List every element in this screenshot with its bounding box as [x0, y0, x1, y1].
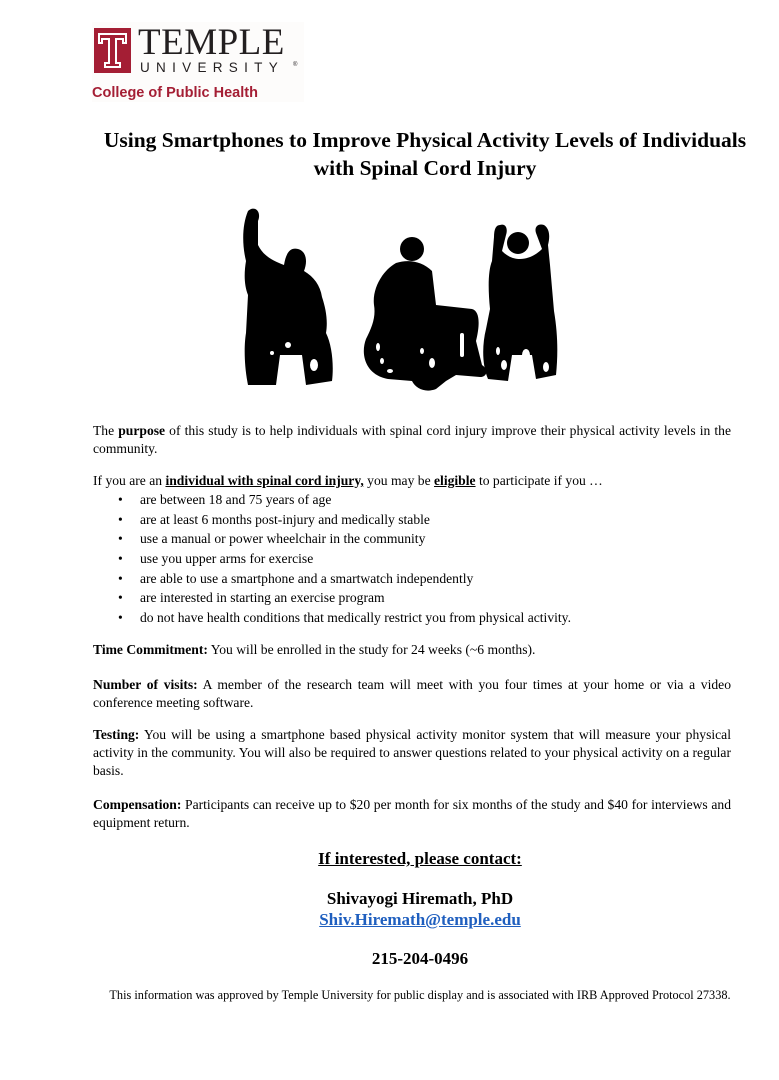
criteria-text: use you upper arms for exercise	[140, 551, 314, 567]
wheelchair-user-arms-raised-icon	[483, 224, 557, 381]
eligibility-intro	[93, 472, 731, 490]
visits-label: Number of visits:	[93, 677, 198, 692]
list-item	[93, 550, 731, 570]
criteria-text: do not have health conditions that medically restrict you from physical activity.	[140, 610, 571, 626]
bullet-icon: •	[118, 492, 123, 507]
contact-email-link[interactable]: Shiv.Hiremath@temple.edu	[319, 910, 521, 929]
page-title: Using Smartphones to Improve Physical Activity Levels of Individuals with Spinal Cord Injury	[103, 128, 747, 180]
bullet-icon: •	[118, 551, 123, 567]
list-item	[93, 609, 731, 629]
bullet-icon: •	[118, 570, 123, 586]
purpose-paragraph	[93, 422, 731, 458]
wheelchair-user-seated-icon	[364, 237, 486, 391]
temple-t-icon	[94, 28, 131, 73]
criteria-text: are between 18 and 75 years of age	[140, 492, 332, 507]
time-commitment-label: Time Commitment:	[93, 642, 208, 657]
eligibility-word: eligible	[434, 473, 476, 488]
purpose-post: of this study is to help individuals with spinal cord injury improve their physical activity levels in the community.	[93, 423, 731, 456]
temple-logo	[92, 22, 304, 102]
irb-footer: This information was approved by Temple University for public display and is associated with IRB Approved Protocol 27338.	[109, 988, 731, 1002]
number-of-visits-paragraph	[93, 676, 731, 712]
logo-wordmark: TEMPLE	[138, 22, 285, 63]
testing-text: You will be using a smartphone based physical activity monitor system that will measure your physical activity in the community. You will also be required to answer questions related to your physical activity on a regular basis.	[93, 727, 731, 778]
bullet-icon: •	[118, 590, 123, 606]
eligibility-criteria-list	[93, 491, 731, 629]
logo-subword: UNIVERSITY	[140, 60, 285, 75]
eligibility-post: to participate if you …	[475, 473, 603, 488]
criteria-text: use a manual or power wheelchair in the community	[140, 531, 426, 547]
list-item	[93, 530, 731, 550]
contact-email-line	[100, 909, 740, 931]
compensation-label: Compensation:	[93, 797, 182, 812]
list-item	[93, 511, 731, 531]
visits-text: A member of the research team will meet with you four times at your home or via a video conference meeting software.	[93, 677, 732, 710]
list-item	[93, 491, 731, 511]
testing-paragraph	[93, 726, 731, 780]
compensation-paragraph	[93, 796, 731, 832]
time-commitment-paragraph	[93, 641, 731, 659]
list-item	[93, 589, 731, 609]
eligibility-target: individual with spinal cord injury,	[165, 473, 364, 488]
wheelchair-user-arm-raised-icon	[243, 209, 333, 385]
bullet-icon: •	[118, 610, 123, 626]
contact-phone: 215-204-0496	[371, 949, 469, 968]
bullet-icon: •	[118, 531, 123, 547]
list-item	[93, 570, 731, 590]
time-commitment-text: You will be enrolled in the study for 24 weeks (~6 months).	[207, 642, 536, 657]
eligibility-pre: If you are an	[93, 473, 166, 488]
compensation-text: Participants can receive up to $20 per month for six months of the study and $40 for interviews and equipment return.	[93, 797, 731, 830]
purpose-pre: The	[93, 423, 119, 438]
registered-mark: ®	[293, 62, 298, 68]
criteria-text: are at least 6 months post-injury and medically stable	[140, 511, 430, 527]
eligibility-mid: you may be	[363, 473, 435, 488]
criteria-text: are able to use a smartphone and a smartwatch independently	[140, 570, 474, 586]
wheelchair-silhouettes-illustration	[236, 205, 566, 395]
contact-heading: If interested, please contact:	[318, 849, 522, 868]
college-name: College of Public Health	[92, 85, 258, 101]
purpose-bold: purpose	[118, 423, 166, 438]
bullet-icon: •	[118, 511, 123, 527]
contact-name: Shivayogi Hiremath, PhD	[326, 889, 514, 908]
testing-label: Testing:	[93, 727, 140, 742]
criteria-text: are interested in starting an exercise program	[140, 590, 385, 606]
